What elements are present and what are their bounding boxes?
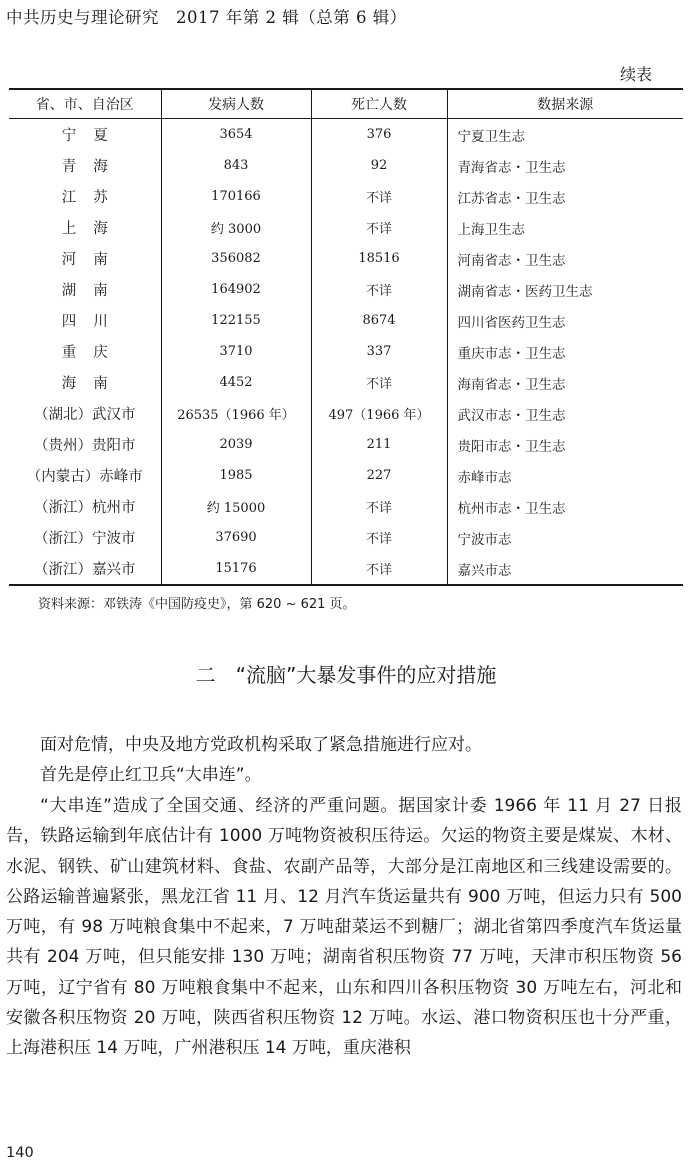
cell-deaths: 211: [311, 429, 447, 460]
cell-region: （内蒙古）赤峰市: [26, 469, 143, 485]
body-paragraph-2: 首先是停止红卫兵“大串连”。: [40, 765, 262, 785]
table-row: [9, 460, 683, 491]
cell-deaths: 337: [311, 336, 447, 367]
table-body: [9, 119, 683, 586]
section-heading: 二 “流脑”大暴发事件的应对措施: [195, 663, 497, 687]
cell-deaths: 376: [311, 119, 447, 151]
cell-source: 江苏省志・卫生志: [447, 181, 683, 212]
cell-deaths: 不详: [311, 212, 447, 243]
cell-cases: 2039: [161, 429, 311, 460]
cell-source: 四川省医药卫生志: [447, 305, 683, 336]
table-continuation-label: 续表: [619, 65, 652, 84]
table-row: [9, 491, 683, 522]
cell-source: 重庆市志・卫生志: [447, 336, 683, 367]
table-row: [9, 212, 683, 243]
cell-cases: 164902: [161, 274, 311, 305]
cell-source: 湖南省志・医药卫生志: [447, 274, 683, 305]
cell-source: 嘉兴市志: [447, 553, 683, 585]
body-paragraph-3: “大串连”造成了全国交通、经济的严重问题。据国家计委 1966 年 11 月 27 日报告，铁路运输到年底估计有 1000 万吨物资被积压待运。欠运的物资主要是煤炭、木材、水泥、钢铁、矿山建筑材料、食盐、农副产品等，大部分是江南地区和三线建设需要的。公路运输普遍紧张，黑龙江省 11 月、12 月汽车货运量共有 900 万吨，但运力只有 500 万吨，有 98 万吨粮食集中不起来，7 万吨甜菜运不到糖厂；湖北省第四季度汽车货运量共有 204 万吨，但只能安排 130 万吨；湖南省积压物资 77 万吨，天津市积压物资 56 万吨，辽宁省有 80 万吨粮食集中不起来，山东和四川各积压物资 30 万吨左右，河北和安徽各积压物资 20 万吨，陕西省积压物资 12 万吨。水运、港口物资积压也十分严重，上海港积压 14 万吨，广州港积压 14 万吨，重庆港积: [6, 796, 682, 1059]
column-header-cases: 发病人数: [161, 89, 311, 119]
cell-region: 四川: [61, 314, 125, 330]
cell-region: 海南: [61, 376, 125, 392]
table-row: [9, 243, 683, 274]
cell-source: 上海卫生志: [447, 212, 683, 243]
cell-region: 上海: [61, 221, 125, 237]
table-row: [9, 305, 683, 336]
cell-cases: 37690: [161, 522, 311, 553]
cell-cases: 356082: [161, 243, 311, 274]
cell-source: 宁波市志: [447, 522, 683, 553]
column-header-region: 省、市、自治区: [9, 89, 161, 119]
cell-cases: 4452: [161, 367, 311, 398]
table-row: [9, 150, 683, 181]
cell-cases: 26535（1966 年）: [161, 398, 311, 429]
cell-deaths: 18516: [311, 243, 447, 274]
table-row: [9, 181, 683, 212]
cell-source: 杭州市志・卫生志: [447, 491, 683, 522]
cell-deaths: 8674: [311, 305, 447, 336]
cell-region: 河南: [61, 252, 125, 268]
cell-deaths: 497（1966 年）: [311, 398, 447, 429]
cell-region: （贵州）贵阳市: [34, 438, 136, 454]
table-header-row: [9, 89, 683, 119]
cell-region: 江苏: [61, 190, 125, 206]
body-paragraph-1: 面对危情，中央及地方党政机构采取了紧急措施进行应对。: [40, 735, 482, 755]
cell-source: 青海省志・卫生志: [447, 150, 683, 181]
table-row: [9, 119, 683, 151]
column-header-source: 数据来源: [447, 89, 683, 119]
table-row: [9, 367, 683, 398]
cell-cases: 约 3000: [161, 212, 311, 243]
table-row: [9, 274, 683, 305]
table-row: [9, 522, 683, 553]
cell-cases: 3710: [161, 336, 311, 367]
cell-cases: 约 15000: [161, 491, 311, 522]
cell-deaths: 不详: [311, 491, 447, 522]
cell-deaths: 不详: [311, 522, 447, 553]
cell-source: 贵阳市志・卫生志: [447, 429, 683, 460]
cell-source: 赤峰市志: [447, 460, 683, 491]
table-row: [9, 336, 683, 367]
cell-deaths: 不详: [311, 553, 447, 585]
cell-cases: 843: [161, 150, 311, 181]
cell-deaths: 227: [311, 460, 447, 491]
column-header-deaths: 死亡人数: [311, 89, 447, 119]
cell-region: 湖南: [61, 283, 125, 299]
cell-region: （浙江）杭州市: [34, 500, 136, 516]
cell-cases: 122155: [161, 305, 311, 336]
cell-cases: 15176: [161, 553, 311, 585]
cell-cases: 3654: [161, 119, 311, 151]
cell-deaths: 不详: [311, 367, 447, 398]
cell-region: 青海: [61, 159, 125, 175]
table-row: [9, 429, 683, 460]
cell-deaths: 不详: [311, 181, 447, 212]
cell-region: （浙江）宁波市: [34, 531, 136, 547]
cell-region: 重庆: [61, 345, 125, 361]
cell-source: 武汉市志・卫生志: [447, 398, 683, 429]
cell-source: 宁夏卫生志: [447, 119, 683, 151]
running-header: 中共历史与理论研究 2017 年第 2 辑（总第 6 辑）: [6, 8, 407, 27]
cell-region: （浙江）嘉兴市: [9, 553, 161, 585]
table-source-note: 资料来源：邓铁涛《中国防疫史》，第 620 ~ 621 页。: [38, 597, 356, 612]
cell-cases: 170166: [161, 181, 311, 212]
cell-deaths: 不详: [311, 274, 447, 305]
table-row: [9, 398, 683, 429]
cell-source: 海南省志・卫生志: [447, 367, 683, 398]
cell-cases: 1985: [161, 460, 311, 491]
page-number: 140: [6, 1145, 34, 1161]
cell-source: 河南省志・卫生志: [447, 243, 683, 274]
table-row: [9, 553, 683, 585]
epidemic-data-table: [9, 88, 683, 586]
cell-deaths: 92: [311, 150, 447, 181]
cell-region: 宁夏: [61, 128, 125, 144]
cell-region: （湖北）武汉市: [34, 407, 136, 423]
